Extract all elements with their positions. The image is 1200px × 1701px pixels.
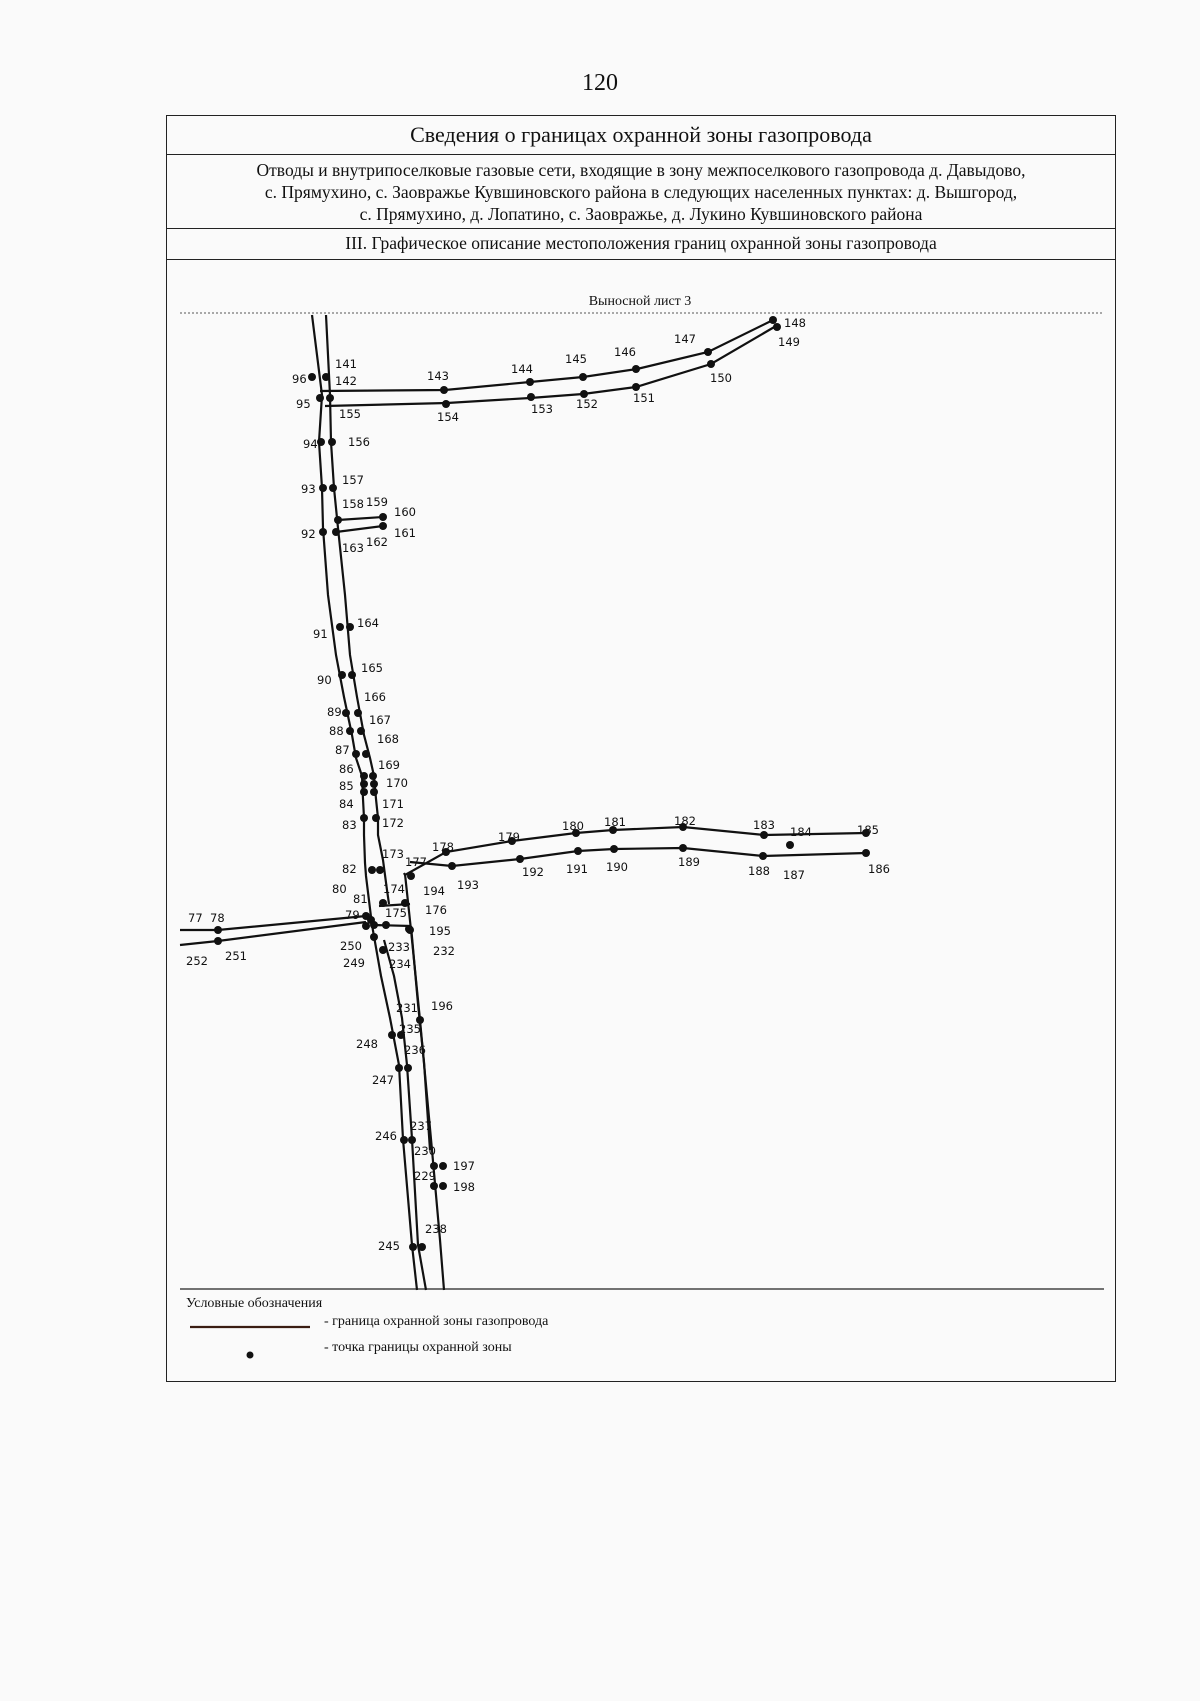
point-label: 146 [614, 345, 636, 359]
point-label: 169 [378, 758, 400, 772]
point-label: 161 [394, 526, 416, 540]
point-labels [186, 316, 890, 1253]
point-label: 177 [405, 855, 427, 869]
point-label: 172 [382, 816, 404, 830]
point-label: 167 [369, 713, 391, 727]
point-label: 184 [790, 825, 812, 839]
point-label: 84 [339, 797, 354, 811]
point-label: 245 [378, 1239, 400, 1253]
point-label: 237 [410, 1119, 432, 1133]
point-label: 179 [498, 830, 520, 844]
point-label: 148 [784, 316, 806, 330]
point-label: 86 [339, 762, 354, 776]
point-label: 151 [633, 391, 655, 405]
point-label: 85 [339, 779, 354, 793]
point-label: 193 [457, 878, 479, 892]
point-label: 190 [606, 860, 628, 874]
point-label: 229 [414, 1169, 436, 1183]
point-label: 95 [296, 397, 311, 411]
point-label: 89 [327, 705, 342, 719]
point-label: 234 [389, 957, 411, 971]
point-label: 238 [425, 1222, 447, 1236]
point-label: 189 [678, 855, 700, 869]
point-label: 160 [394, 505, 416, 519]
point-label: 77 [188, 911, 203, 925]
point-label: 231 [396, 1001, 418, 1015]
point-label: 147 [674, 332, 696, 346]
point-label: 152 [576, 397, 598, 411]
point-label: 141 [335, 357, 357, 371]
point-label: 157 [342, 473, 364, 487]
point-label: 144 [511, 362, 533, 376]
point-label: 83 [342, 818, 357, 832]
point-label: 78 [210, 911, 225, 925]
point-label: 93 [301, 482, 316, 496]
section-heading: III. Графическое описание местоположения границ охранной зоны газопровода [167, 229, 1115, 260]
point-label: 159 [366, 495, 388, 509]
point-label: 94 [303, 437, 318, 451]
point-label: 185 [857, 823, 879, 837]
legend-point-swatch [247, 1352, 254, 1359]
point-label: 197 [453, 1159, 475, 1173]
point-label: 251 [225, 949, 247, 963]
point-label: 96 [292, 372, 307, 386]
point-label: 195 [429, 924, 451, 938]
point-label: 142 [335, 374, 357, 388]
point-label: 249 [343, 956, 365, 970]
point-label: 143 [427, 369, 449, 383]
point-label: 247 [372, 1073, 394, 1087]
legend-line-label: - граница охранной зоны газопровода [324, 1314, 549, 1329]
point-label: 250 [340, 939, 362, 953]
subtitle-line: с. Прямухино, д. Лопатино, с. Заовражье, д. Лукино Кувшиновского района [359, 204, 923, 224]
legend-point-label: - точка границы охранной зоны [324, 1340, 512, 1355]
point-label: 235 [399, 1022, 421, 1036]
point-label: 158 [342, 497, 364, 511]
point-label: 92 [301, 527, 316, 541]
page-number: 120 [582, 70, 618, 96]
document-title: Сведения о границах охранной зоны газопровода [167, 116, 1115, 155]
point-label: 191 [566, 862, 588, 876]
point-label: 174 [383, 882, 405, 896]
point-label: 80 [332, 882, 347, 896]
point-label: 162 [366, 535, 388, 549]
legend-title: Условные обозначения [186, 1296, 323, 1311]
point-label: 230 [414, 1144, 436, 1158]
point-label: 164 [357, 616, 379, 630]
point-label: 156 [348, 435, 370, 449]
point-label: 246 [375, 1129, 397, 1143]
boundary-points [214, 316, 870, 1251]
point-label: 171 [382, 797, 404, 811]
point-label: 180 [562, 819, 584, 833]
point-label: 248 [356, 1037, 378, 1051]
point-label: 165 [361, 661, 383, 675]
point-label: 88 [329, 724, 344, 738]
point-label: 149 [778, 335, 800, 349]
point-label: 145 [565, 352, 587, 366]
point-label: 173 [382, 847, 404, 861]
point-label: 168 [377, 732, 399, 746]
point-label: 166 [364, 690, 386, 704]
point-label: 163 [342, 541, 364, 555]
point-label: 252 [186, 954, 208, 968]
sheet-label: Выносной лист 3 [588, 294, 692, 309]
point-label: 181 [604, 815, 626, 829]
point-label: 186 [868, 862, 890, 876]
zone-boundary-lines [180, 315, 866, 1290]
subtitle-line: с. Прямухино, с. Заовражье Кувшиновского района в следующих населенных пунктах: д. Вышгород, [264, 182, 1018, 202]
point-label: 232 [433, 944, 455, 958]
point-label: 82 [342, 862, 357, 876]
point-label: 188 [748, 864, 770, 878]
point-label: 187 [783, 868, 805, 882]
point-label: 236 [404, 1043, 426, 1057]
point-label: 79 [345, 908, 360, 922]
point-label: 196 [431, 999, 453, 1013]
point-label: 170 [386, 776, 408, 790]
point-label: 178 [432, 840, 454, 854]
point-label: 194 [423, 884, 445, 898]
point-label: 150 [710, 371, 732, 385]
point-label: 154 [437, 410, 459, 424]
subtitle-line: Отводы и внутрипоселковые газовые сети, входящие в зону межпоселкового газопровода д. Давыдово, [256, 160, 1026, 180]
point-label: 176 [425, 903, 447, 917]
point-label: 233 [388, 940, 410, 954]
point-label: 87 [335, 743, 350, 757]
point-label: 91 [313, 627, 328, 641]
point-label: 90 [317, 673, 332, 687]
point-label: 81 [353, 892, 368, 906]
point-label: 182 [674, 814, 696, 828]
point-label: 153 [531, 402, 553, 416]
point-label: 155 [339, 407, 361, 421]
point-label: 192 [522, 865, 544, 879]
point-label: 183 [753, 818, 775, 832]
point-label: 175 [385, 906, 407, 920]
point-label: 198 [453, 1180, 475, 1194]
